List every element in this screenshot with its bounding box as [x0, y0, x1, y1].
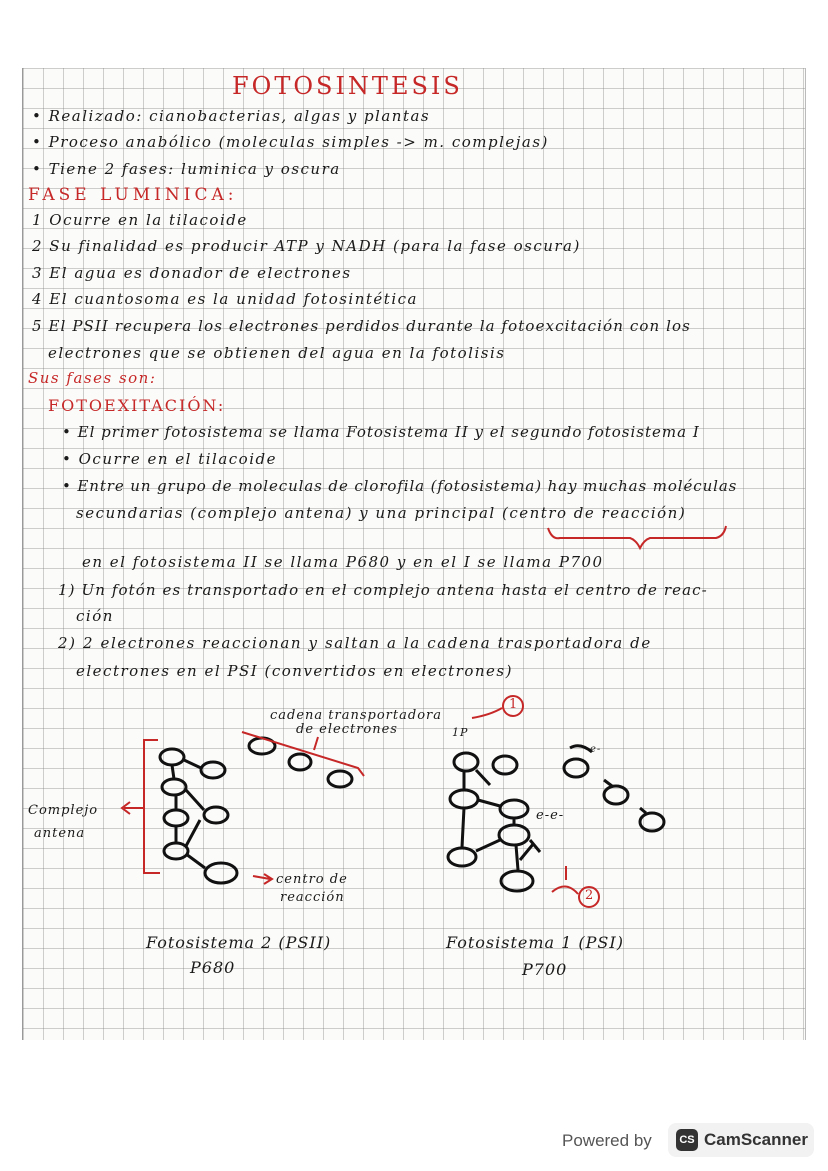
fotoexcitacion-line: • El primer fotosistema se llama Fotosistema II y el segundo fotosistema I: [62, 423, 700, 441]
psii-code: P680: [190, 958, 236, 977]
fotoexcitacion-line: 2) 2 electrones reaccionan y saltan a la cadena trasportadora de: [58, 634, 652, 652]
intro-line: • Tiene 2 fases: luminica y oscura: [32, 160, 341, 178]
electron-label: e-e-: [536, 808, 565, 823]
list-item: 3 El agua es donador de electrones: [32, 264, 352, 282]
list-item: 4 El cuantosoma es la unidad fotosintética: [32, 290, 418, 308]
psii-name: Fotosistema 2 (PSII): [146, 933, 332, 952]
marker-1: 1: [509, 697, 519, 712]
fotoexcitacion-line: ción: [76, 607, 114, 625]
camscanner-logo-icon: CS: [676, 1129, 698, 1151]
marker-2: 2: [585, 888, 595, 903]
intro-line: • Realizado: cianobacterias, algas y plantas: [32, 107, 431, 125]
cadena-label: cadena transportadora: [270, 708, 442, 723]
marker-1p: 1P: [452, 726, 469, 739]
psii-annotations: [122, 732, 364, 884]
psii-molecules: [160, 738, 352, 883]
electron-label-small: e-: [590, 744, 602, 755]
list-item-continuation: electrones que se obtienen del agua en la fotolisis: [48, 344, 506, 362]
powered-by-text: Powered by: [562, 1131, 652, 1150]
fotoexcitacion-line: secundarias (complejo antena) y una principal (centro de reacción): [76, 504, 687, 522]
fotoexcitacion-line: • Entre un grupo de moleculas de clorofila (fotosistema) hay muchas moléculas: [62, 477, 738, 495]
psi-code: P700: [522, 960, 568, 979]
complejo-label: antena: [34, 826, 86, 841]
list-item: 5 El PSII recupera los electrones perdidos durante la fotoexcitación con los: [32, 317, 691, 335]
centro-label: reacción: [280, 890, 345, 905]
sub-heading: Sus fases son:: [28, 369, 157, 387]
intro-line: • Proceso anabólico (moleculas simples -> m. complejas): [32, 133, 549, 151]
list-item: 2 Su finalidad es producir ATP y NADH (para la fase oscura): [32, 237, 581, 255]
fotoexcitacion-line: en el fotosistema II se llama P680 y en el I se llama P700: [82, 553, 604, 571]
fotoexcitacion-line: 1) Un fotón es transportado en el complejo antena hasta el centro de reac-: [58, 581, 708, 599]
red-brace: [548, 526, 726, 548]
camscanner-badge: [668, 1123, 814, 1157]
complejo-label: Complejo: [28, 803, 99, 818]
cadena-label: de electrones: [296, 722, 398, 737]
list-item: 1 Ocurre en la tilacoide: [32, 211, 248, 229]
fotoexcitacion-line: • Ocurre en el tilacoide: [62, 450, 277, 468]
section-heading-fase-luminica: FASE LUMINICA:: [28, 185, 238, 205]
camscanner-brand: CamScanner: [704, 1130, 808, 1149]
page-title: FOTOSINTESIS: [232, 72, 463, 100]
section-heading-fotoexcitacion: FOTOEXITACIÓN:: [48, 396, 226, 415]
centro-label: centro de: [276, 872, 348, 887]
fotoexcitacion-line: electrones en el PSI (convertidos en electrones): [76, 662, 513, 680]
psi-annotations: [472, 696, 602, 907]
psi-name: Fotosistema 1 (PSI): [446, 933, 624, 952]
